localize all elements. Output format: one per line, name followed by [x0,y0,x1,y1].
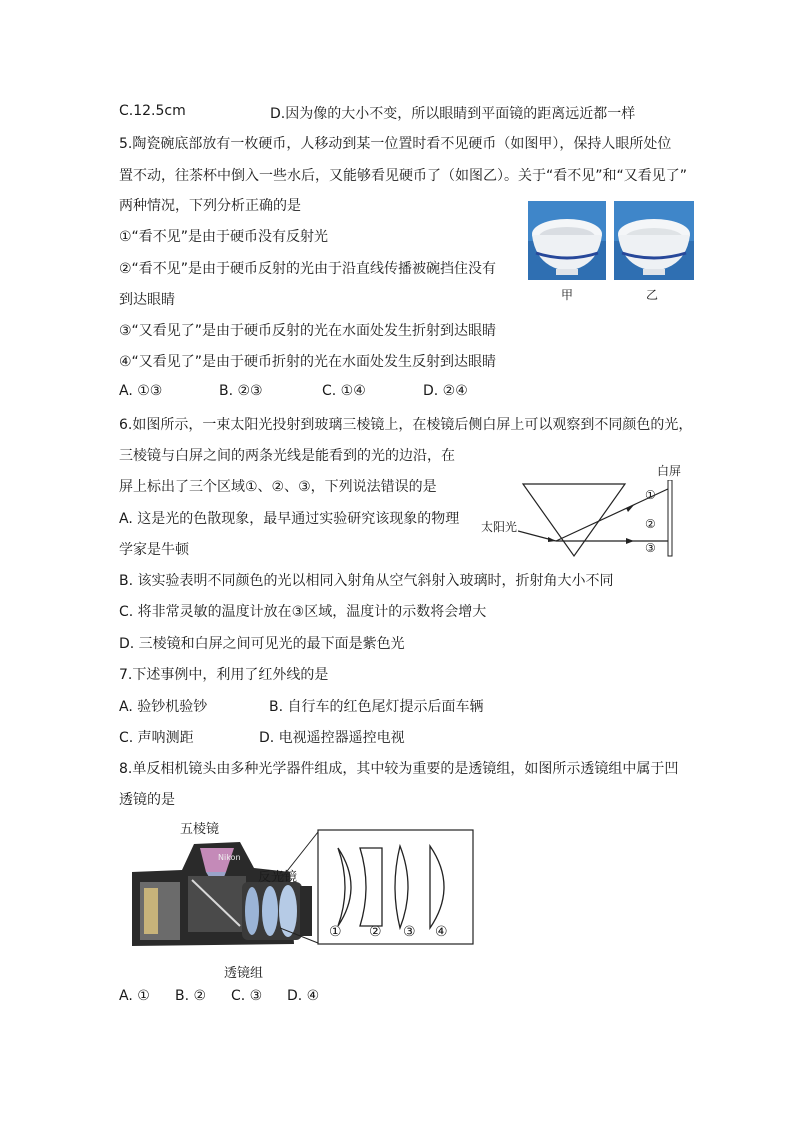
fig-label-jia: 甲 [561,288,574,302]
q7-option-c: C. 声呐测距 [119,730,194,746]
q6-stem-line-2: 三棱镜与白屏之间的两条光线是能看到的光的边沿，在 [119,448,455,464]
q8-option-d: D. ④ [287,988,320,1004]
fig-label-yi: 乙 [646,288,659,302]
q6-stem-line-1: 6.如图所示，一束太阳光投射到玻璃三棱镜上，在棱镜后侧白屏上可以观察到不同颜色的光， [119,417,693,433]
q6-option-a-line-2: 学家是牛顿 [119,542,189,558]
white-screen [668,480,672,556]
prism-shape [523,484,625,556]
label-sunlight: 太阳光 [481,520,518,534]
label-region-1: ① [645,488,656,502]
q8-option-b: B. ② [175,988,207,1004]
q5-statement-1: ①“看不见”是由于硬币没有反射光 [119,229,329,245]
q5-option-b: B. ②③ [219,383,263,399]
lens-label-4: ④ [435,924,448,940]
lens-label-2: ② [369,924,382,940]
q7-stem: 7.下述事例中，利用了红外线的是 [119,667,329,683]
svg-text:Nikon: Nikon [218,853,241,862]
q5-statement-2-line-1: ②“看不见”是由于硬币反射的光由于沿直线传播被碗挡住没有 [119,261,497,277]
label-white-screen: 白屏 [657,464,682,478]
label-reflex-mirror: 反光镜 [258,870,298,885]
label-region-3: ③ [645,541,656,555]
q7-option-d: D. 电视遥控器遥控电视 [259,730,405,746]
q7-option-b: B. 自行车的红色尾灯提示后面车辆 [269,699,484,715]
bowl-photo-yi [614,201,694,280]
q5-option-a: A. ①③ [119,383,163,399]
bowl-photo-jia [528,201,606,280]
q6-option-b: B. 该实验表明不同颜色的光以相同入射角从空气斜射入玻璃时，折射角大小不同 [119,573,614,589]
q8-stem-line-1: 8.单反相机镜头由多种光学器件组成，其中较为重要的是透镜组，如图所示透镜组中属于凹 [119,761,679,777]
q5-statement-4: ④“又看见了”是由于硬币折射的光在水面处发生反射到达眼睛 [119,354,497,370]
label-region-2: ② [645,517,656,531]
q5-stem-line-1: 5.陶瓷碗底部放有一枚硬币，人移动到某一位置时看不见硬币（如图甲），保持人眼所处位 [119,136,672,152]
q8-option-a: A. ① [119,988,150,1004]
q6-option-c: C. 将非常灵敏的温度计放在③区域，温度计的示数将会增大 [119,604,487,620]
lens-label-3: ③ [403,924,416,940]
q5-stem-line-2: 置不动，往茶杯中倒入一些水后，又能够看见硬币了（如图乙）。关于“看不见”和“又看见了” [119,168,688,184]
q5-option-c: C. ①④ [322,383,366,399]
q5-statement-2-line-2: 到达眼睛 [119,292,175,308]
q6-stem-line-3: 屏上标出了三个区域①、②、③，下列说法错误的是 [119,479,437,495]
q7-option-a: A. 验钞机验钞 [119,699,208,715]
option-d-prev: D.因为像的大小不变，所以眼睛到平面镜的距离远近都一样 [270,106,636,122]
q5-option-d: D. ②④ [423,383,468,399]
q5-stem-line-3: 两种情况，下列分析正确的是 [119,198,301,214]
q8-stem-line-2: 透镜的是 [119,792,175,808]
q8-option-c: C. ③ [231,988,263,1004]
lens-label-1: ① [329,924,342,940]
q6-option-d: D. 三棱镜和白屏之间可见光的最下面是紫色光 [119,636,405,652]
label-lens-group: 透镜组 [224,966,264,981]
prism-diagram [518,480,688,560]
q6-option-a-line-1: A. 这是光的色散现象，最早通过实验研究该现象的物理 [119,511,460,527]
q5-statement-3: ③“又看见了”是由于硬币反射的光在水面处发生折射到达眼睛 [119,323,497,339]
option-c-prev: C.12.5cm [119,103,186,119]
label-pentaprism: 五棱镜 [180,822,220,837]
